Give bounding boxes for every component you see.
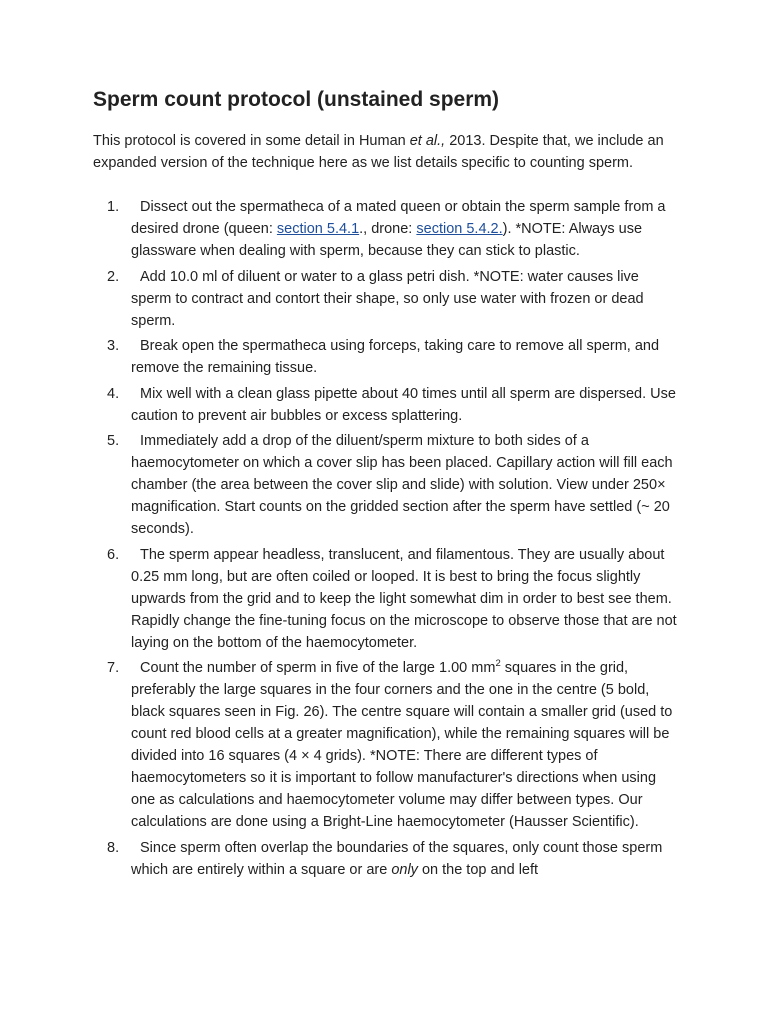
section-5-4-2-link[interactable]: section 5.4.2. xyxy=(416,221,503,237)
step-8 xyxy=(93,837,683,881)
step-text: Dissect out the spermatheca of a mated queen or obtain the sperm sample from a desired drone (queen: xyxy=(131,199,666,237)
step-text: Add 10.0 ml of diluent or water to a glass petri dish. *NOTE: water causes live sperm to contract and contort their shape, so only use water with frozen or dead sperm. xyxy=(131,268,644,329)
step-text: Mix well with a clean glass pipette about 40 times until all sperm are dispersed. Use caution to prevent air bubbles or excess splattering. xyxy=(131,385,676,424)
step-2 xyxy=(93,266,683,332)
step-text-cont: ., drone: xyxy=(359,221,417,237)
step-3 xyxy=(93,335,683,379)
step-text-end: ). *NOTE: Always use glassware when dealing with sperm, because they can stick to plastic. xyxy=(131,221,643,259)
page-title: Sperm count protocol (unstained sperm) xyxy=(93,88,500,111)
step-6 xyxy=(93,544,683,654)
step-number: 1. xyxy=(107,199,120,215)
step-5 xyxy=(93,430,683,540)
step-text: Break open the spermatheca using forceps, taking care to remove all sperm, and remove the remaining tissue. xyxy=(131,338,660,376)
step-number: 7. xyxy=(107,660,120,676)
intro-text: This protocol is covered in some detail in Human xyxy=(93,133,410,149)
intro-paragraph xyxy=(93,130,683,174)
step-7 xyxy=(93,657,683,833)
step-number: 6. xyxy=(107,546,120,563)
step-number: 4. xyxy=(107,385,120,402)
section-5-4-1-link[interactable]: section 5.4.1 xyxy=(276,221,360,237)
step-number: 8. xyxy=(107,839,120,856)
step-text: Count the number of sperm in five of the large 1.00 mm xyxy=(140,660,496,676)
intro-text-cont: 2013. Despite that, we include an expanded version of the technique here as we list details specific to counting sperm. xyxy=(93,133,664,171)
intro-etal: et al., xyxy=(409,133,446,149)
step-number: 3. xyxy=(107,338,120,354)
step-text-cont: squares in the grid, preferably the large squares in the four corners and the one in the centre (5 bold, black squares seen in Fig. 26). The centre square will contain a smaller grid (used to count red blood cells at a greater magnification), while the remaining squares will be divided into 16 squares (4 × 4 grids). *NOTE: There are different types of haemocytometers so it is important to follow manufacturer's directions when using one as calculations and haemocytometer volume may differ between types. Our calculations are done using a Bright-Line haemocytometer (Hausser Scientific). xyxy=(131,660,673,830)
protocol-steps-list xyxy=(93,196,683,884)
step-emphasis-only: only xyxy=(391,861,418,878)
step-text: Since sperm often overlap the boundaries of the squares, only count those sperm which are entirely within a square or are xyxy=(131,839,663,878)
step-number: 5. xyxy=(107,433,120,449)
step-1 xyxy=(93,196,683,262)
step-text: Immediately add a drop of the diluent/sperm mixture to both sides of a haemocytometer on which a cover slip has been placed. Capillary action will fill each chamber (the area between the cover slip and slide) with solution. View under 250× magnification. Start counts on the gridded section after the sperm have settled (~ 20 seconds). xyxy=(131,433,673,537)
step-text: The sperm appear headless, translucent, and filamentous. They are usually about 0.25 mm long, but are often coiled or looped. It is best to bring the focus slightly upwards from the grid and to keep the light somewhat dim in order to best see them. Rapidly change the fine-tuning focus on the microscope to observe those that are not laying on the bottom of the haemocytometer. xyxy=(131,546,677,651)
step-4 xyxy=(93,383,683,427)
step-text-cont: on the top and left xyxy=(417,861,539,878)
step-number: 2. xyxy=(107,268,120,285)
superscript-two: 2 xyxy=(495,658,501,670)
